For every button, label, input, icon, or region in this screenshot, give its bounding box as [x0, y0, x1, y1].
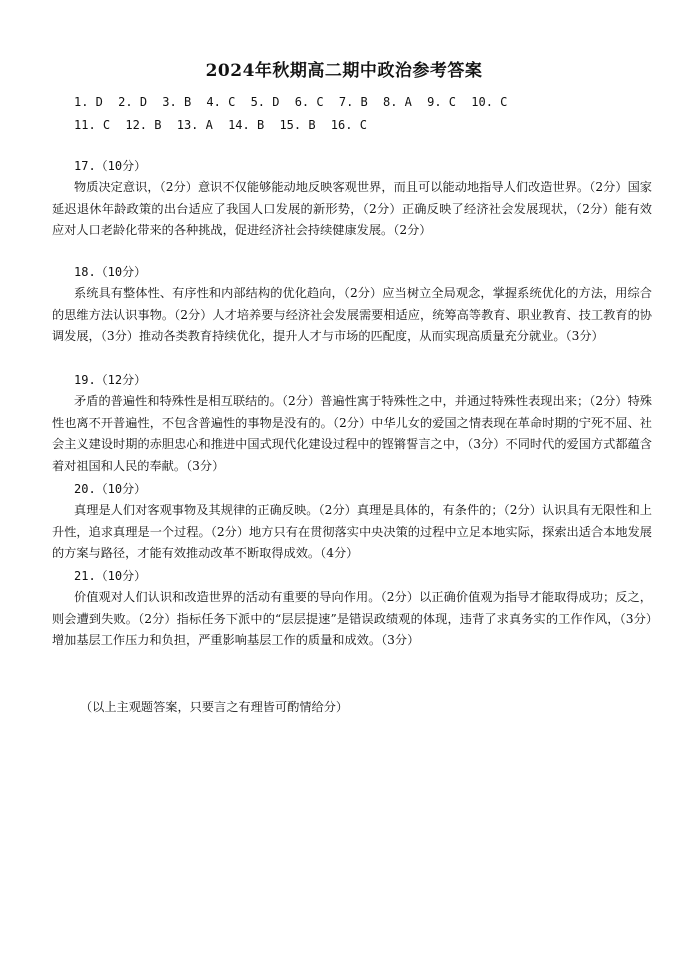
mcq-answer: 6. C — [294, 95, 324, 109]
mcq-answer: 7. B — [338, 95, 368, 109]
mcq-answer: 11. C — [74, 118, 111, 132]
mcq-answer: 9. C — [427, 95, 457, 109]
page-title: 2024年秋期高二期中政治参考答案 — [205, 61, 483, 81]
mcq-answers-row-1 — [74, 94, 674, 110]
question-19-answer: 矛盾的普遍性和特殊性是相互联结的。（2分）普遍性寓于特殊性之中，并通过特殊性表现出来；（2分）特殊性也离不开普遍性，不包含普遍性的事物是没有的。（2分）中华儿女的爱国之情表现在革命时期的宁死不屈、社会主义建设时期的赤胆忠心和推进中国式现代化建设过程中的铿锵誓言之中，（3分）不同时代的爱国方式都蕴含着对祖国和人民的奉献。（3分） — [52, 394, 652, 473]
mcq-answer: 13. A — [176, 118, 213, 132]
question-21-header: 21.（10分） — [74, 569, 147, 583]
question-18-header: 18.（10分） — [74, 265, 147, 279]
grading-note: （以上主观题答案，只要言之有理皆可酌情给分） — [80, 700, 349, 714]
mcq-answer: 10. C — [471, 95, 508, 109]
question-19-header: 19.（12分） — [74, 373, 147, 387]
question-17-header: 17.（10分） — [74, 159, 147, 173]
question-17-answer: 物质决定意识，（2分）意识不仅能够能动地反映客观世界，而且可以能动地指导人们改造世界。（2分）国家延迟退休年龄政策的出台适应了我国人口发展的新形势，（2分）正确反映了经济社会发展现状，（2分）能有效应对人口老龄化带来的各种挑战，促进经济社会持续健康发展。（2分） — [52, 180, 652, 237]
question-20-answer: 真理是人们对客观事物及其规律的正确反映。（2分）真理是具体的，有条件的；（2分）认识具有无限性和上升性，追求真理是一个过程。（2分）地方只有在贯彻落实中央决策的过程中立足本地实际，探索出适合本地发展的方案与路径，才能有效推动改革不断取得成效。（4分） — [52, 503, 652, 560]
question-21-answer: 价值观对人们认识和改造世界的活动有重要的导向作用。（2分）以正确价值观为指导才能取得成功；反之，则会遭到失败。（2分）指标任务下派中的“层层提速”是错误政绩观的体现，违背了求真务实的工作作风，（3分）增加基层工作压力和负担，严重影响基层工作的质量和成效。（3分） — [52, 590, 652, 647]
question-18-answer: 系统具有整体性、有序性和内部结构的优化趋向，（2分）应当树立全局观念，掌握系统优化的方法，用综合的思维方法认识事物。（2分）人才培养要与经济社会发展需要相适应，统筹高等教育、职业教育、技工教育的协调发展，（3分）推动各类教育持续优化，提升人才与市场的匹配度，从而实现高质量充分就业。（3分） — [52, 286, 652, 343]
mcq-answer: 5. D — [250, 95, 280, 109]
mcq-answers-row-2 — [74, 117, 674, 133]
question-20-header: 20.（10分） — [74, 482, 147, 496]
mcq-answer: 12. B — [125, 118, 162, 132]
mcq-answer: 16. C — [330, 118, 367, 132]
mcq-answer: 4. C — [206, 95, 236, 109]
mcq-answer: 15. B — [279, 118, 316, 132]
mcq-answer: 8. A — [382, 95, 412, 109]
mcq-answer: 3. B — [162, 95, 192, 109]
mcq-answer: 1. D — [74, 95, 103, 109]
mcq-answer: 14. B — [228, 118, 265, 132]
mcq-answer: 2. D — [118, 95, 148, 109]
